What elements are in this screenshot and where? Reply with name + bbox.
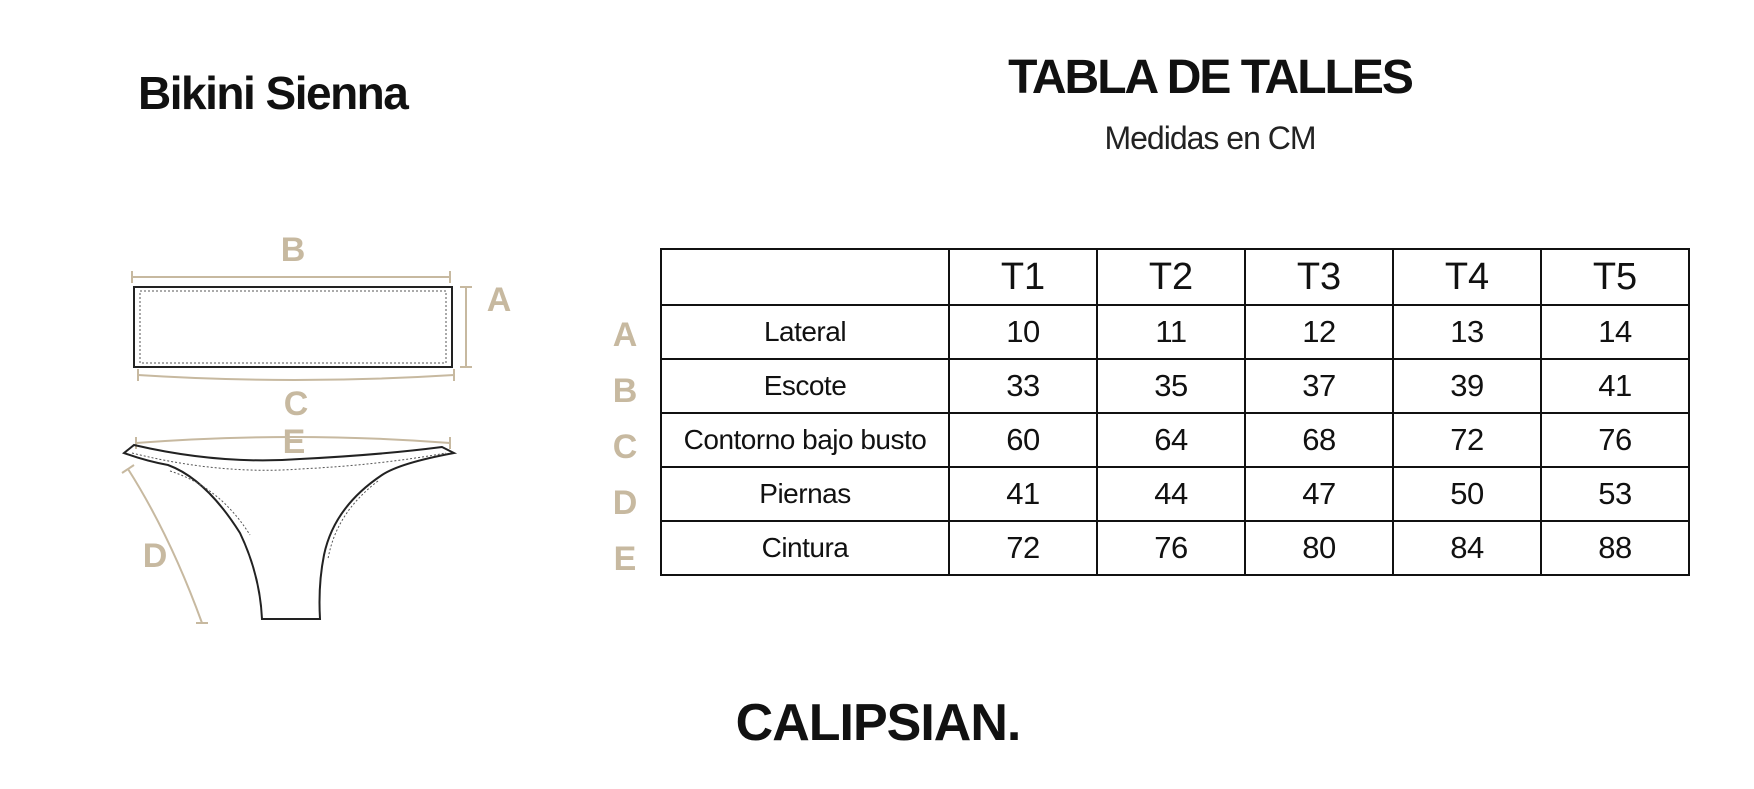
measure-value: 68	[1245, 413, 1393, 467]
row-letters	[600, 307, 650, 587]
measure-value: 47	[1245, 467, 1393, 521]
measure-value: 12	[1245, 305, 1393, 359]
row-letter-b: B	[612, 372, 638, 410]
measure-value: 41	[949, 467, 1097, 521]
measure-value: 33	[949, 359, 1097, 413]
measure-value: 13	[1393, 305, 1541, 359]
size-column-header: T4	[1393, 249, 1541, 305]
row-letter-e: E	[613, 540, 637, 578]
measure-value: 11	[1097, 305, 1245, 359]
dimension-c-line	[138, 369, 454, 381]
measure-value: 10	[949, 305, 1097, 359]
measure-value: 14	[1541, 305, 1689, 359]
measure-value: 80	[1245, 521, 1393, 575]
measure-value: 64	[1097, 413, 1245, 467]
row-letter-c: C	[612, 428, 638, 466]
table-subtitle: Medidas en CM	[1104, 120, 1316, 156]
garment-diagram-svg	[110, 225, 530, 645]
measure-value: 76	[1541, 413, 1689, 467]
bandeau-top-outline-icon	[134, 287, 452, 367]
measure-name: Lateral	[661, 305, 949, 359]
measure-value: 53	[1541, 467, 1689, 521]
measure-value: 88	[1541, 521, 1689, 575]
table-row	[661, 521, 1689, 575]
measure-name: Escote	[661, 359, 949, 413]
table-header	[900, 50, 1520, 170]
table-row	[661, 413, 1689, 467]
dimension-label-d: D	[142, 537, 168, 575]
table-row	[661, 359, 1689, 413]
measure-value: 72	[1393, 413, 1541, 467]
brand-logo	[0, 693, 1754, 753]
measure-value: 35	[1097, 359, 1245, 413]
dimension-label-a: A	[486, 281, 512, 319]
size-table	[660, 248, 1690, 576]
row-letter-a: A	[612, 316, 638, 354]
dimension-b-line	[132, 271, 450, 283]
dimension-label-b: B	[280, 231, 306, 269]
dimension-a-line	[460, 287, 472, 367]
measure-value: 72	[949, 521, 1097, 575]
brand-name: CALIPSIAN.	[735, 694, 1021, 752]
measure-value: 50	[1393, 467, 1541, 521]
row-letter-d: D	[612, 484, 638, 522]
measure-value: 76	[1097, 521, 1245, 575]
measure-name: Cintura	[661, 521, 949, 575]
measure-value: 37	[1245, 359, 1393, 413]
size-column-header: T3	[1245, 249, 1393, 305]
measure-value: 84	[1393, 521, 1541, 575]
size-column-header: T1	[949, 249, 1097, 305]
measure-value: 60	[949, 413, 1097, 467]
table-header-row	[661, 249, 1689, 305]
measure-name: Piernas	[661, 467, 949, 521]
table-corner-cell	[661, 249, 949, 305]
table-title: TABLA DE TALLES	[1008, 51, 1412, 104]
dimension-label-e: E	[282, 423, 306, 461]
product-title: Bikini Sienna	[138, 67, 408, 119]
size-column-header: T5	[1541, 249, 1689, 305]
bikini-bottom-outline-icon	[124, 445, 454, 619]
measure-value: 41	[1541, 359, 1689, 413]
dimension-label-c: C	[283, 385, 309, 423]
garment-diagram	[110, 225, 530, 645]
measure-name: Contorno bajo busto	[661, 413, 949, 467]
measure-value: 39	[1393, 359, 1541, 413]
table-row	[661, 305, 1689, 359]
size-column-header: T2	[1097, 249, 1245, 305]
measure-value: 44	[1097, 467, 1245, 521]
table-row	[661, 467, 1689, 521]
